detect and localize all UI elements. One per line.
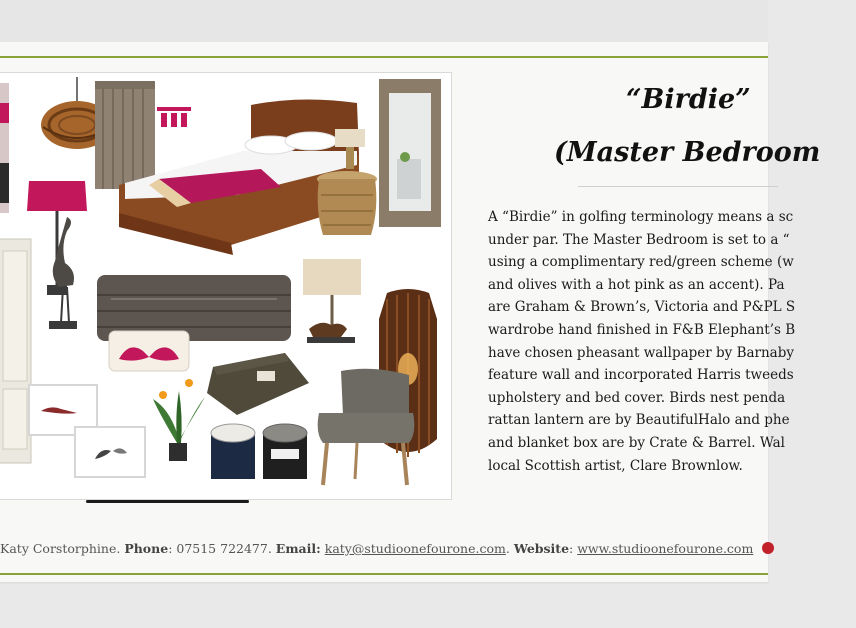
heron-lamp-base-image <box>37 215 85 331</box>
pheasant-cushion-image <box>109 331 189 371</box>
page-title-line-2: (Master Bedroom <box>554 137 821 168</box>
title-divider <box>578 186 778 187</box>
footer-email-link[interactable]: katy@studioonefourone.com <box>324 541 506 556</box>
description-line: under par. The Master Bedroom is set to a “ <box>488 231 790 248</box>
description-line: upholstery and bed cover. Birds nest penda <box>488 389 786 406</box>
page-title-line-1: “Birdie” <box>626 84 751 115</box>
footer-phone-label: Phone <box>124 541 169 556</box>
footer-website-label: Website <box>513 541 570 556</box>
corner-logo-dot <box>762 542 774 554</box>
tweed-chair-image <box>313 369 417 487</box>
footer-website-link[interactable]: www.studioonefourone.com <box>577 541 754 556</box>
description-line: wardrobe hand finished in F&B Elephant’s B <box>488 321 796 338</box>
description-line: are Graham & Brown’s, Victoria and P&PL S <box>488 299 796 316</box>
tweed-throw-image <box>207 353 311 417</box>
window-top-bar <box>0 0 768 42</box>
bottom-green-rule <box>0 573 768 575</box>
description-line: have chosen pheasant wallpaper by Barnaby <box>488 344 794 361</box>
description-line: and olives with a hot pink as an accent). Pa <box>488 276 785 293</box>
rattan-side-table-image <box>315 169 379 243</box>
description-text <box>488 206 796 477</box>
potted-plant-image <box>149 373 207 463</box>
presentation-slide <box>0 42 821 582</box>
contact-footer: Katy Corstorphine. Phone: 07515 722477. Email: katy@studioonefourone.com. Website: www.studioonefourone.com <box>0 541 754 556</box>
footer-name: Katy Corstorphine. <box>0 541 121 556</box>
description-line: rattan lantern are by BeautifulHalo and phe <box>488 412 790 429</box>
footer-phone: 07515 722477. <box>176 541 272 556</box>
mood-board <box>0 72 452 500</box>
description-line: feature wall and incorporated Harris tweeds <box>488 367 794 384</box>
linen-table-lamp-image <box>301 259 363 345</box>
description-line: local Scottish artist, Clare Brownlow. <box>488 457 743 474</box>
artwork-strip-image <box>0 83 9 213</box>
pheasant-print-2-image <box>75 427 145 477</box>
description-line: and blanket box are by Crate & Barrel. Wal <box>488 434 785 451</box>
paint-tin-white-image <box>209 423 257 481</box>
footer-email-label: Email: <box>275 541 321 556</box>
rattan-mirror-image <box>379 79 441 227</box>
description-line: using a complimentary red/green scheme (w <box>488 254 794 271</box>
horizontal-scrollbar[interactable] <box>86 500 249 503</box>
description-line: A “Birdie” in golfing terminology means a sc <box>488 209 794 225</box>
top-green-rule <box>0 56 768 58</box>
paint-tin-grey-image <box>261 423 309 481</box>
wardrobe-image <box>0 239 31 463</box>
small-table-lamp-image <box>333 129 367 173</box>
